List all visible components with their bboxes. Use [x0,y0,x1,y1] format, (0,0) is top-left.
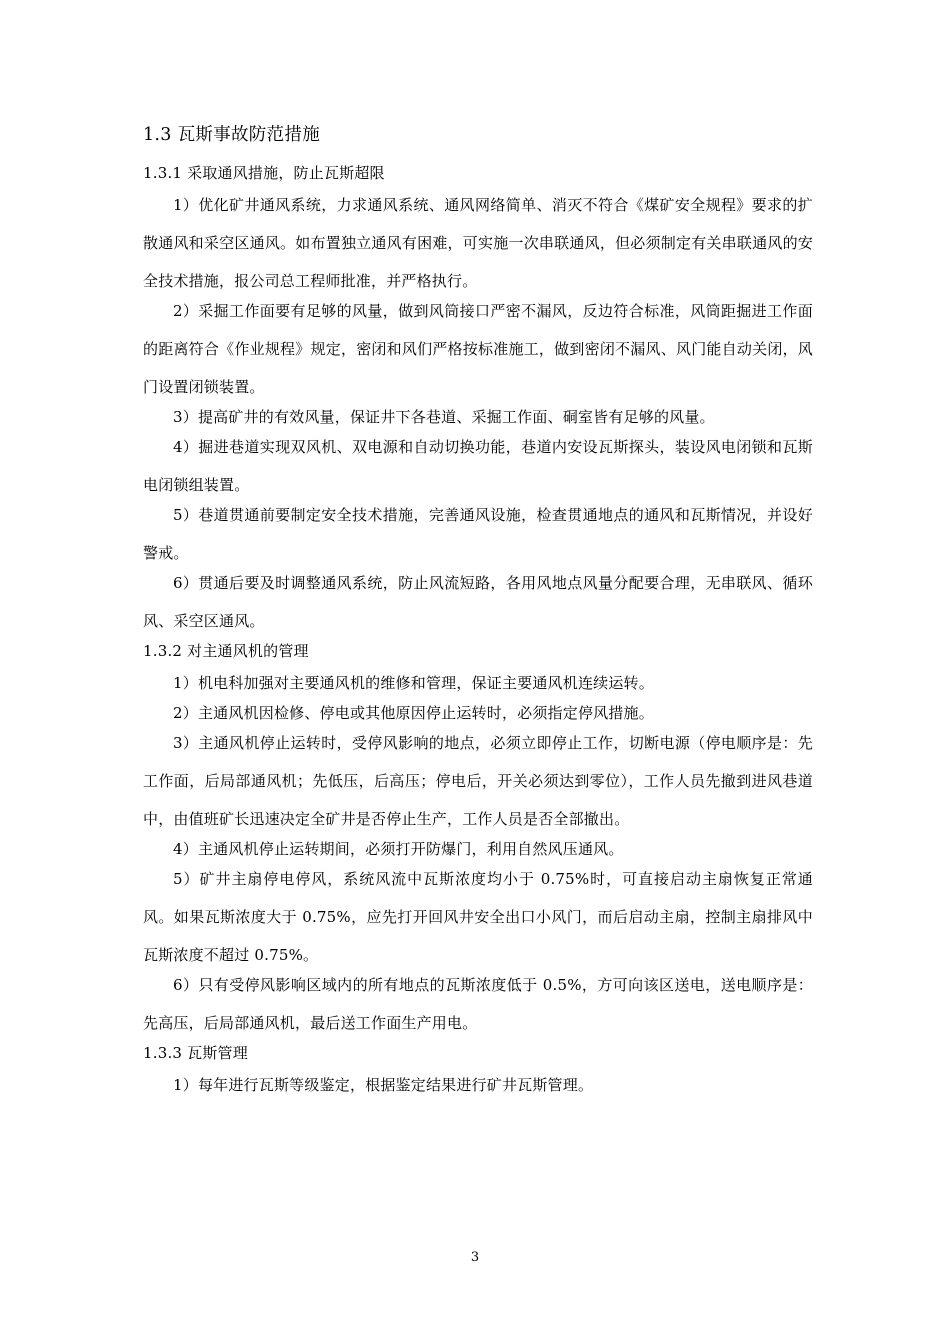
paragraph: 6）只有受停风影响区域内的所有地点的瓦斯浓度低于 0.5%，方可向该区送电，送电顺序是：先高压，后局部通风机，最后送工作面生产用电。 [143,976,813,1032]
subsection-heading-1: 1.3.1 采取通风措施，防止瓦斯超限 [143,164,385,182]
page-body [143,123,813,1104]
paragraph: 1）机电科加强对主要通风机的维修和管理，保证主要通风机连续运转。 [173,674,654,692]
paragraph: 1）每年进行瓦斯等级鉴定，根据鉴定结果进行矿井瓦斯管理。 [173,1076,594,1094]
paragraph: 6）贯通后要及时调整通风系统，防止风流短路，各用风地点风量分配要合理，无串联风、循环风、采空区通风。 [143,574,813,630]
subsection-heading-3: 1.3.3 瓦斯管理 [143,1044,248,1062]
paragraph: 1）优化矿井通风系统，力求通风系统、通风网络简单、消灭不符合《煤矿安全规程》要求的扩散通风和采空区通风。如布置独立通风有困难，可实施一次串联通风，但必须制定有关串联通风的安全技术措施，报公司总工程师批准，并严格执行。 [143,196,813,290]
paragraph: 4）掘进巷道实现双风机、双电源和自动切换功能，巷道内安设瓦斯探头，装设风电闭锁和瓦斯电闭锁组装置。 [143,438,813,494]
section-heading: 1.3 瓦斯事故防范措施 [143,125,320,145]
subsection-heading-2: 1.3.2 对主通风机的管理 [143,642,309,660]
paragraph: 2）采掘工作面要有足够的风量，做到风筒接口严密不漏风，反边符合标准，风筒距掘进工作面的距离符合《作业规程》规定，密闭和风们严格按标准施工，做到密闭不漏风、风门能自动关闭，风门设置闭锁装置。 [143,302,813,396]
paragraph: 2）主通风机因检修、停电或其他原因停止运转时，必须指定停风措施。 [173,704,654,722]
paragraph: 5）巷道贯通前要制定安全技术措施，完善通风设施，检查贯通地点的通风和瓦斯情况，并设好警戒。 [143,506,813,562]
paragraph: 3）提高矿井的有效风量，保证井下各巷道、采掘工作面、硐室皆有足够的风量。 [173,408,715,426]
paragraph: 5）矿井主扇停电停风，系统风流中瓦斯浓度均小于 0.75%时，可直接启动主扇恢复正常通风。如果瓦斯浓度大于 0.75%，应先打开回风井安全出口小风门，而后启动主扇，控制主扇排风中瓦斯浓度不超过 0.75%。 [143,870,813,964]
page-number: 3 [470,1250,480,1265]
paragraph: 4）主通风机停止运转期间，必须打开防爆门，利用自然风压通风。 [173,840,624,858]
paragraph: 3）主通风机停止运转时，受停风影响的地点，必须立即停止工作，切断电源（停电顺序是：先工作面，后局部通风机；先低压，后高压；停电后，开关必须达到零位），工作人员先撤到进风巷道中，由值班矿长迅速决定全矿井是否停止生产，工作人员是否全部撤出。 [143,734,813,828]
